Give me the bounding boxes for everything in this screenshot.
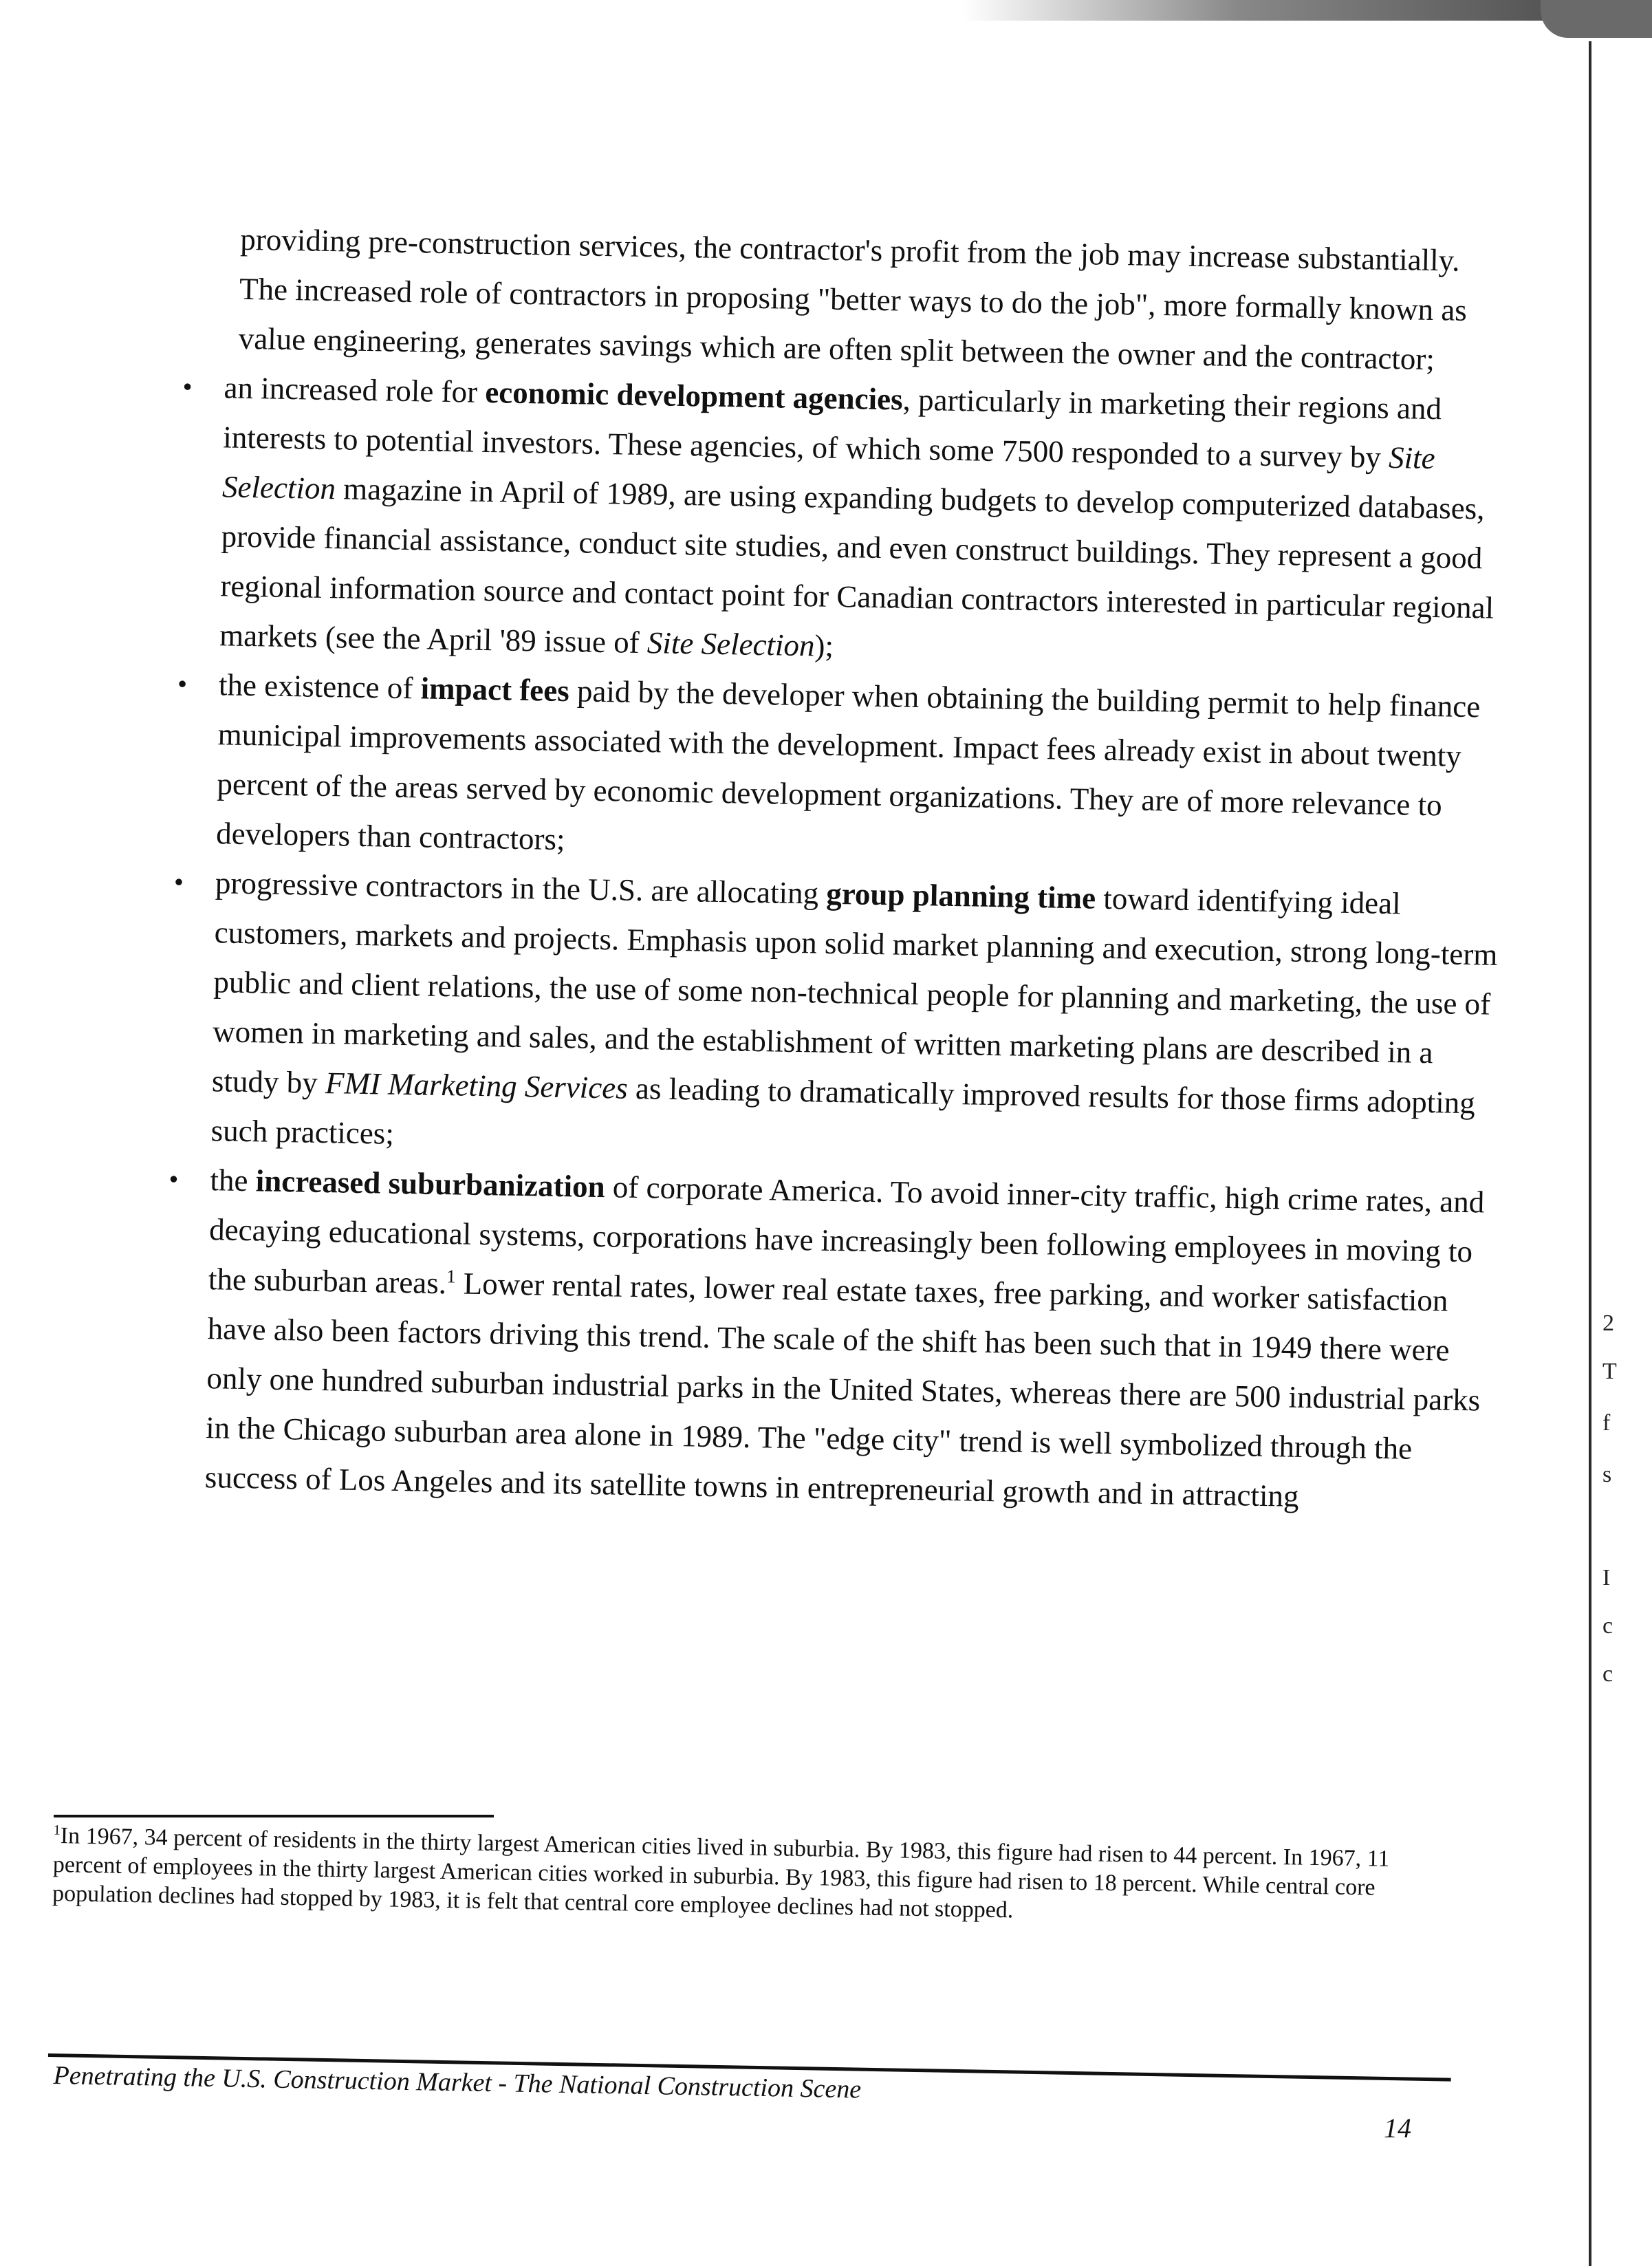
- footnote: [52, 1822, 1450, 1932]
- footnote-divider: [54, 1815, 494, 1817]
- margin-fragment: f: [1602, 1410, 1611, 1436]
- footnote-reference[interactable]: 1: [446, 1266, 456, 1287]
- page-number: 14: [1384, 2113, 1411, 2144]
- footnote-marker: 1: [53, 1822, 61, 1838]
- bullet-text: as leading to dramatically improved results for those firms adopting such practices;: [210, 1070, 1476, 1151]
- bullet-text: an increased role for: [224, 370, 486, 409]
- bullet-text: paid by the developer when obtaining the building permit to help finance municipal improvements associated with the development. Impact fees already exist in about twenty percent of the areas served by economic development organizations. They are of more relevance to developers than contractors;: [215, 673, 1481, 857]
- margin-fragment: 2: [1602, 1310, 1614, 1336]
- margin-fragment: I: [1602, 1565, 1611, 1590]
- bullet-text: the existence of: [218, 667, 422, 706]
- page-edge-shadow: [1589, 41, 1591, 2266]
- margin-fragment: s: [1602, 1462, 1612, 1487]
- publication-title: Site Selection: [221, 440, 1436, 506]
- bullet-keyword: impact fees: [420, 671, 570, 709]
- bullet-keyword: economic development agencies: [484, 374, 904, 417]
- lead-paragraph: providing pre-construction services, the contractor's profit from the job may increase substantially. The increased role of contractors in proposing "better ways to do the job", more formally known as value engineering, generates savings which are often split between the owner and the contractor;: [238, 222, 1468, 377]
- margin-fragment: c: [1602, 1613, 1613, 1639]
- bullet-suburbanization: [149, 1154, 1496, 1524]
- bullet-icon: •: [169, 1163, 179, 1195]
- bullet-text: progressive contractors in the U.S. are allocating: [215, 865, 827, 911]
- bullet-icon: •: [177, 668, 188, 700]
- scan-corner-shadow: [1541, 0, 1652, 38]
- bullet-economic-development: [164, 362, 1510, 682]
- bullet-keyword: increased suburbanization: [255, 1163, 606, 1205]
- bullet-text: magazine in April of 1989, are using expanding budgets to develop computerized databases, provide financial assistance, conduct site studies, and even construct buildings. They represent a good regional information source and contact point for Canadian contractors interested in particular regional markets (see the April '89 issue of: [219, 471, 1495, 660]
- running-footer: Penetrating the U.S. Construction Market - The National Construction Scene: [53, 2060, 862, 2104]
- publication-title: Site Selection: [646, 625, 815, 663]
- bullet-text: toward identifying ideal customers, markets and projects. Emphasis upon solid market planning and execution, strong long-term public and client relations, the use of some non-technical people for planning and marketing, the use of women in marketing and sales, and the establishment of written marketing plans are described in a study by: [211, 881, 1498, 1101]
- bullet-text: );: [814, 628, 834, 663]
- bullet-impact-fees: [161, 659, 1506, 881]
- bullet-icon: •: [182, 371, 193, 402]
- body-text: [149, 213, 1512, 1524]
- footnote-text: In 1967, 34 percent of residents in the thirty largest American cities lived in suburbia. By 1983, this figure had risen to 44 percent. In 1967, 11 percent of employees in the thirty largest American cities worked in suburbia. By 1983, this figure had risen to 18 percent. While central core population declines had stopped by 1983, it is felt that central core employee declines had not stopped.: [52, 1823, 1390, 1923]
- bullet-group-planning: [155, 857, 1501, 1178]
- bullet-text: , particularly in marketing their regions and interests to potential investors. These agencies, of which some 7500 responded to a survey by: [222, 382, 1442, 475]
- bullet-text: of corporate America. To avoid inner-city traffic, high crime rates, and decaying educational systems, corporations have increasingly been following employees in moving to the suburban areas.: [208, 1169, 1485, 1301]
- bullet-icon: •: [173, 866, 184, 898]
- publication-title: FMI Marketing Services: [325, 1066, 629, 1105]
- bullet-text: the: [210, 1163, 257, 1198]
- bullet-list: [149, 362, 1510, 1524]
- bullet-keyword: group planning time: [825, 876, 1096, 916]
- bullet-text: Lower rental rates, lower real estate taxes, free parking, and worker satisfaction have also been factors driving this trend. The scale of the shift has been such that in 1949 there were only one hundred suburban industrial parks in the United States, whereas there are 500 industrial parks in the Chicago suburban area alone in 1989. The "edge city" trend is well symbolized through the success of Los Angeles and its satellite towns in entrepreneurial growth and in attracting: [204, 1266, 1481, 1513]
- margin-fragment: T: [1602, 1359, 1617, 1384]
- margin-fragment: c: [1602, 1661, 1613, 1687]
